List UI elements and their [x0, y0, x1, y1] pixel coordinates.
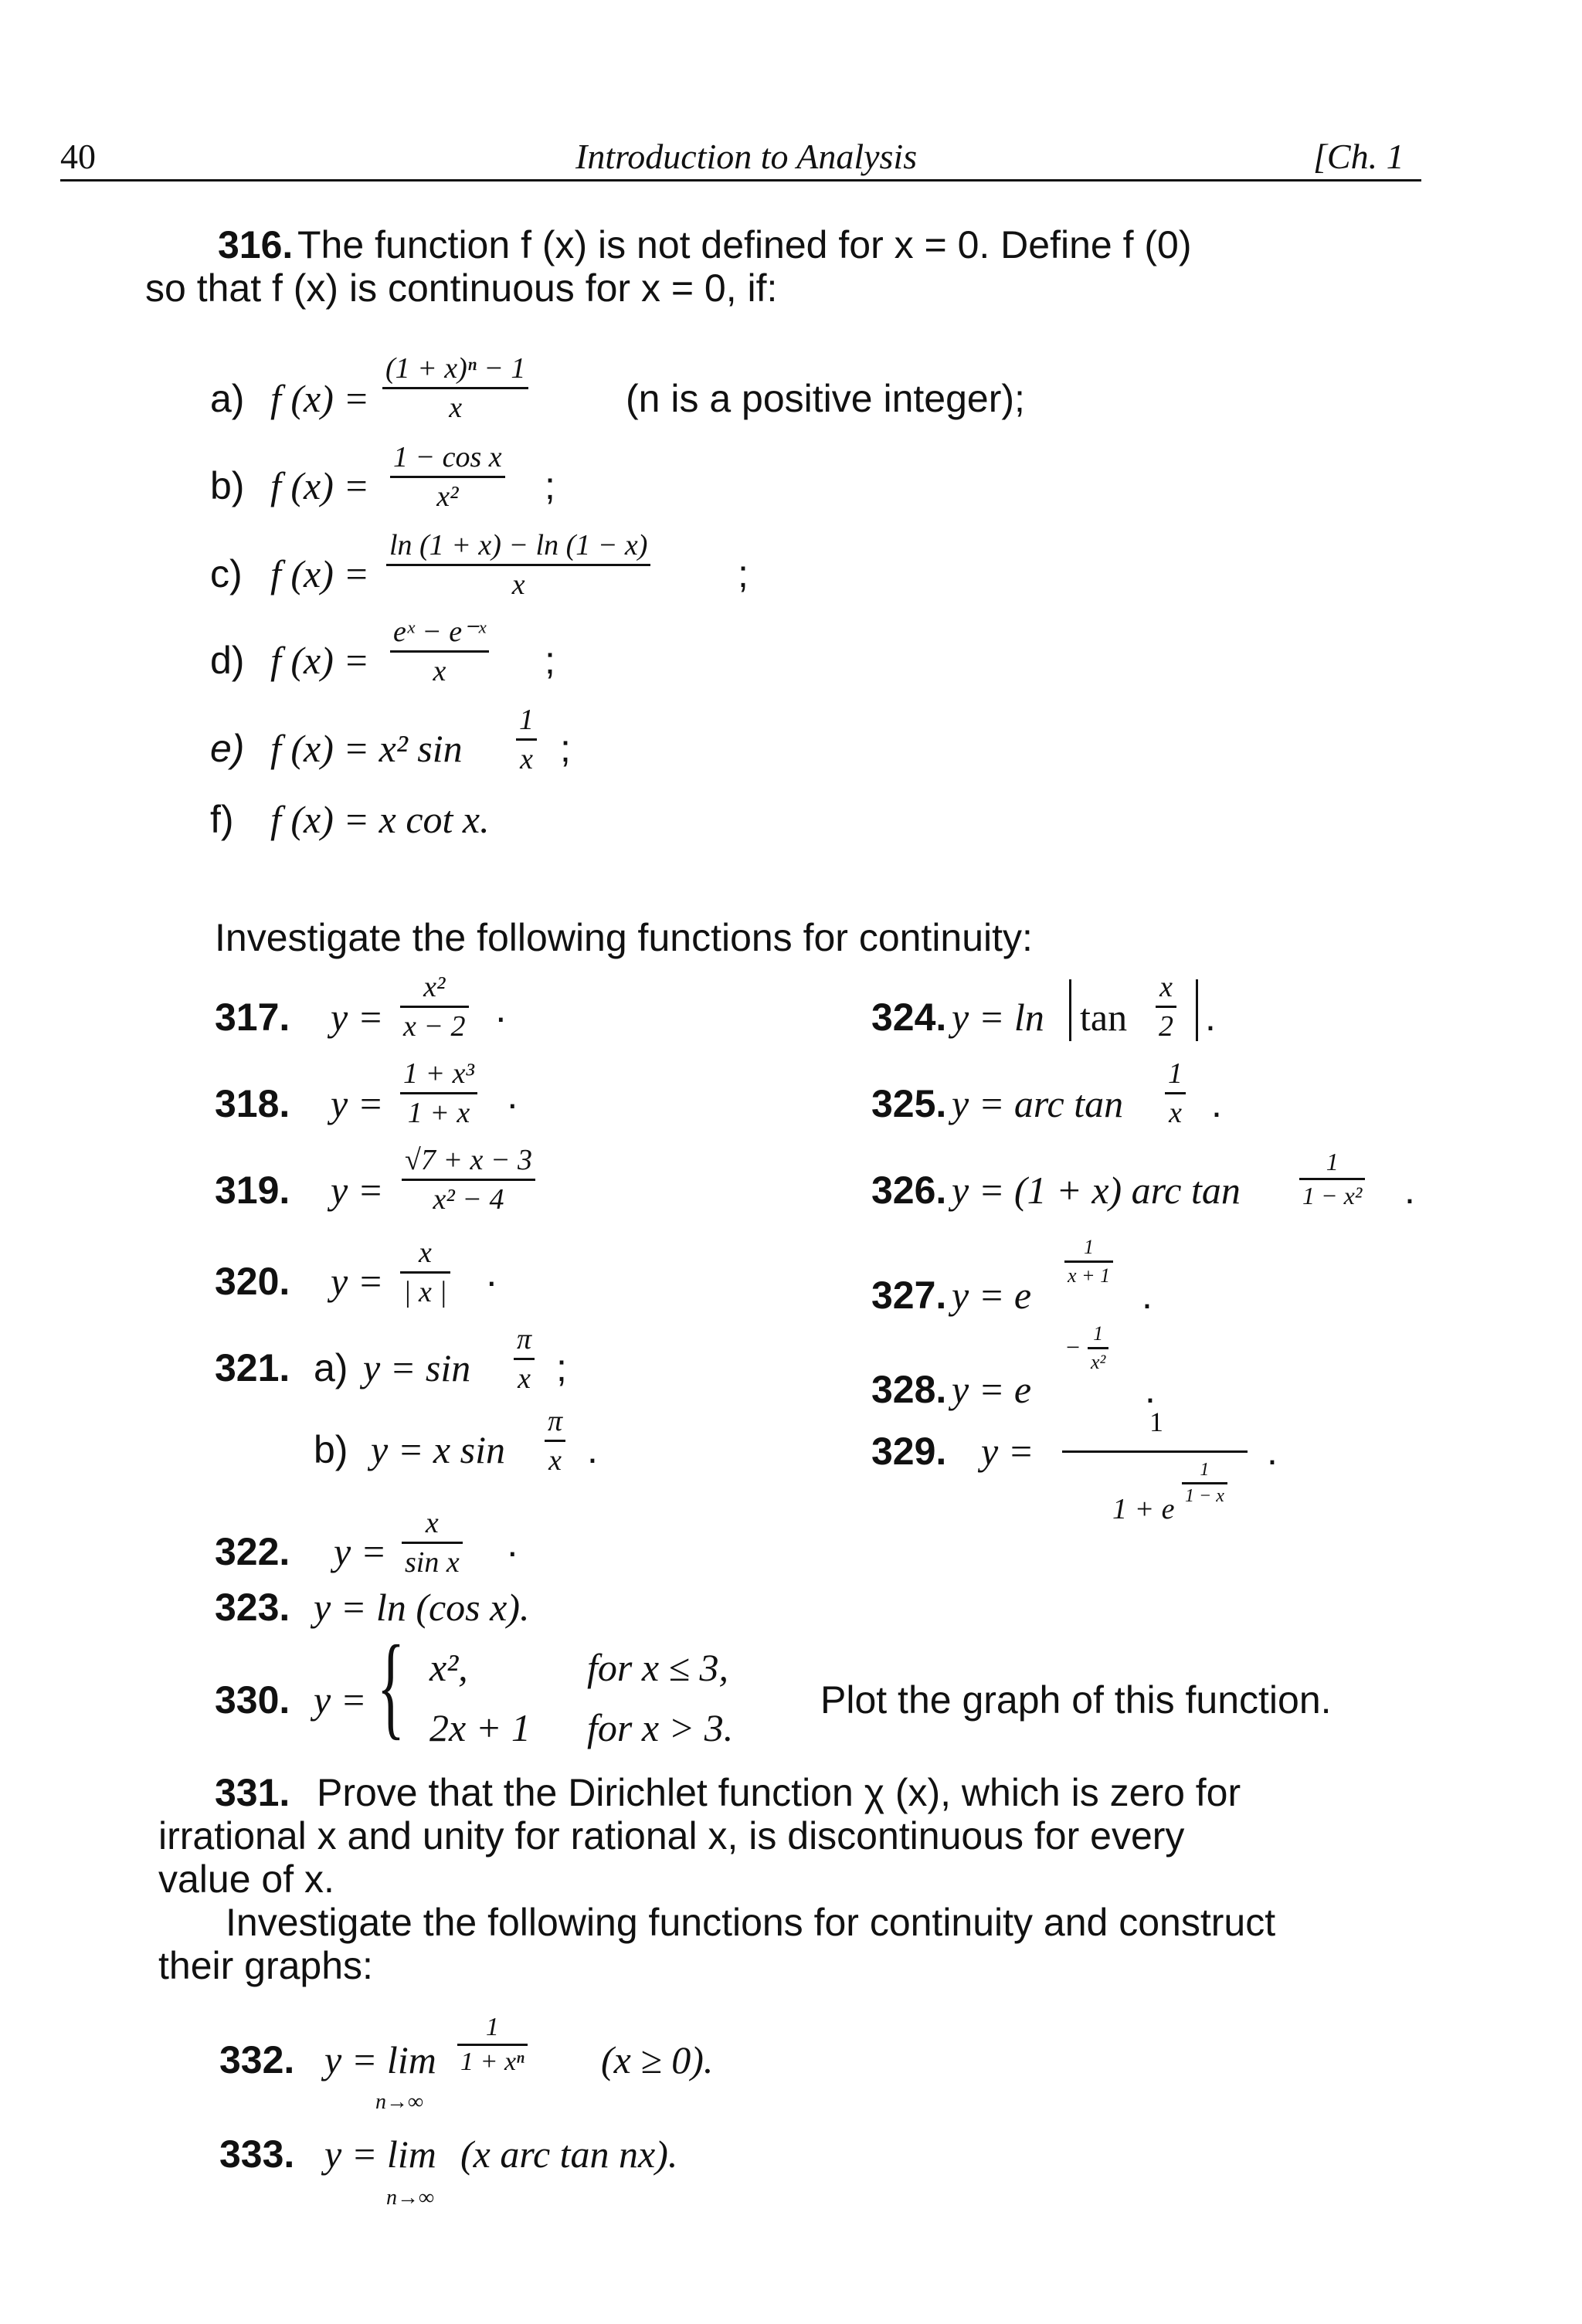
fraction-bar: [1062, 1450, 1248, 1453]
limit-subscript: n→∞: [375, 2090, 423, 2114]
problem-number: 325.: [871, 1082, 947, 1125]
abs-bar-left: [1069, 979, 1071, 1041]
formula-fraction: [382, 351, 528, 425]
problem-instruction: Plot the graph of this function.: [820, 1678, 1332, 1722]
numerator: 1: [1084, 1236, 1095, 1258]
formula-tail: .: [587, 1428, 598, 1471]
item-label: d): [210, 639, 245, 682]
problem-number: 331.: [215, 1771, 290, 1814]
formula-tail: ·: [506, 1530, 519, 1573]
item-label: a): [314, 1346, 348, 1389]
denominator: x + 1: [1064, 1260, 1113, 1288]
problem-number: 333.: [219, 2132, 295, 2176]
formula: (x arc tan nx).: [460, 2132, 678, 2176]
denominator: sin x: [402, 1542, 463, 1579]
formula-tail: .: [1267, 1430, 1278, 1473]
formula-lhs: f (x) = x cot x.: [270, 798, 490, 841]
formula-fraction: [1156, 970, 1176, 1043]
formula-lhs: f (x) =: [270, 552, 370, 595]
denominator: x²: [1088, 1347, 1108, 1374]
denominator: x − 2: [400, 1006, 469, 1043]
problem-number: 322.: [215, 1530, 290, 1573]
denominator: x² − 4: [402, 1179, 535, 1216]
formula-lhs: y =: [314, 1678, 367, 1722]
exponent-fraction: [1088, 1322, 1108, 1374]
header-rule: [60, 179, 1421, 182]
numerator: 1: [1149, 1406, 1163, 1437]
limit-subscript: n→∞: [386, 2186, 434, 2210]
section-heading: their graphs:: [158, 1944, 373, 1987]
formula-lhs: y = ln: [952, 996, 1044, 1039]
formula-lhs: y = x sin: [371, 1428, 505, 1471]
formula-lhs: y =: [331, 996, 384, 1039]
formula-tail: ·: [506, 1082, 519, 1125]
formula-fraction: [545, 1404, 565, 1478]
numerator: x: [425, 1507, 439, 1539]
formula-tail: ;: [738, 552, 749, 595]
formula-fraction: [400, 1057, 477, 1130]
formula-fraction: [390, 614, 489, 688]
numerator: 1: [519, 704, 534, 736]
formula-tail: ·: [494, 996, 508, 1039]
denominator: | x |: [400, 1271, 450, 1309]
formula-condition: (x ≥ 0).: [601, 2038, 714, 2081]
numerator: 1: [1326, 1148, 1339, 1176]
formula-lhs: y = lim: [324, 2132, 436, 2176]
problem-text: Prove that the Dirichlet function χ (x), which is zero for: [317, 1771, 1241, 1814]
formula-lhs: y = sin: [363, 1346, 471, 1389]
formula-tail: ;: [545, 464, 555, 507]
numerator: √7 + x − 3: [405, 1144, 533, 1176]
formula-fraction: [402, 1506, 463, 1579]
denominator: 1 − x²: [1299, 1178, 1365, 1210]
numerator: 1: [485, 2013, 499, 2041]
section-heading: Investigate the following functions for continuity and construct: [226, 1901, 1276, 1944]
formula-lhs: y = arc tan: [952, 1082, 1124, 1125]
formula-lhs: y = e: [952, 1368, 1032, 1411]
numerator: eˣ − e⁻ˣ: [393, 616, 486, 648]
denominator: 1 − x: [1182, 1482, 1227, 1507]
numerator: 1 − cos x: [393, 441, 502, 473]
formula-fraction: [1299, 1148, 1365, 1210]
denominator: x: [545, 1440, 565, 1478]
formula-tail: .: [1211, 1082, 1222, 1125]
exponent-sign: −: [1066, 1333, 1081, 1361]
problem-text: so that f (x) is continuous for x = 0, if:: [145, 266, 778, 310]
denominator: x: [514, 1358, 535, 1396]
chapter-label: [Ch. 1: [1313, 137, 1404, 176]
problem-number: 332.: [219, 2038, 295, 2081]
formula-tail: .: [1145, 1368, 1156, 1411]
page-number: 40: [60, 137, 96, 176]
numerator: x: [1159, 971, 1173, 1003]
denominator: x²: [390, 476, 505, 514]
denominator: 1 + xⁿ: [457, 2044, 528, 2077]
numerator: x: [418, 1237, 432, 1269]
problem-number: 316.: [218, 223, 294, 266]
denominator: x: [516, 738, 537, 776]
formula-tail: .: [1142, 1274, 1153, 1317]
problem-number: 329.: [871, 1430, 947, 1473]
formula-fraction: [457, 2013, 528, 2077]
denominator: 2: [1156, 1006, 1176, 1043]
item-label: b): [210, 464, 245, 507]
abs-bar-right: [1196, 979, 1198, 1041]
problem-text: value of x.: [158, 1858, 334, 1901]
problem-number: 324.: [871, 996, 947, 1039]
problem-number: 327.: [871, 1274, 947, 1317]
formula-fraction: [400, 1236, 450, 1309]
formula-fraction: [514, 1322, 535, 1396]
problem-number: 317.: [215, 996, 290, 1039]
numerator: 1 + x³: [403, 1057, 474, 1090]
case-condition: for x > 3.: [587, 1706, 734, 1749]
problem-number: 318.: [215, 1082, 290, 1125]
formula-tail: ;: [560, 727, 571, 770]
denominator: 1 + x: [400, 1092, 477, 1130]
denominator: x: [1165, 1092, 1186, 1130]
formula-fraction: [390, 440, 505, 514]
problem-number: 319.: [215, 1169, 290, 1212]
formula-lhs: f (x) = x² sin: [270, 727, 463, 770]
formula-lhs: y =: [331, 1169, 384, 1212]
numerator: 1: [1200, 1460, 1210, 1480]
case-expression: 2x + 1: [429, 1706, 531, 1749]
problem-text: The function f (x) is not defined for x = 0. Define f (0): [297, 223, 1192, 266]
item-label: f): [210, 798, 234, 841]
formula-fraction: [516, 703, 537, 776]
item-label: c): [210, 552, 243, 595]
formula-fraction: [386, 528, 650, 602]
numerator: ln (1 + x) − ln (1 − x): [389, 529, 648, 561]
problem-number: 330.: [215, 1678, 290, 1722]
case-brace: {: [377, 1622, 405, 1750]
formula-lhs: y =: [331, 1082, 384, 1125]
problem-number: 320.: [215, 1260, 290, 1303]
formula-tail: .: [1404, 1169, 1415, 1212]
formula-lhs: y =: [334, 1530, 387, 1573]
case-condition: for x ≤ 3,: [587, 1646, 728, 1689]
formula-function: tan: [1080, 996, 1128, 1039]
item-label: e): [210, 727, 245, 770]
numerator: 1: [1093, 1322, 1104, 1345]
numerator: (1 + x)ⁿ − 1: [385, 352, 526, 385]
problem-text: irrational x and unity for rational x, is discontinuous for every: [158, 1814, 1185, 1858]
denominator: x: [386, 564, 650, 602]
exponent-fraction: [1182, 1460, 1227, 1507]
numerator: π: [548, 1405, 563, 1437]
denominator-base: 1 + e: [1112, 1493, 1175, 1525]
problem-number: 323.: [215, 1586, 290, 1629]
item-label: a): [210, 377, 245, 420]
formula-lhs: y = lim: [324, 2038, 436, 2081]
formula-note: (n is a positive integer);: [626, 377, 1025, 420]
numerator: x²: [423, 971, 446, 1003]
formula-lhs: f (x) =: [270, 377, 370, 420]
numerator: 1: [1168, 1057, 1183, 1090]
denominator: x: [390, 650, 489, 688]
case-expression: x²,: [429, 1646, 468, 1689]
formula-lhs: f (x) =: [270, 464, 370, 507]
numerator: π: [517, 1323, 532, 1355]
formula-fraction: [1165, 1057, 1186, 1130]
item-label: b): [314, 1428, 348, 1471]
problem-number: 321.: [215, 1346, 290, 1389]
formula-lhs: f (x) =: [270, 639, 370, 682]
running-title: Introduction to Analysis: [575, 137, 918, 176]
formula-fraction: [400, 970, 469, 1043]
problem-number: 328.: [871, 1368, 947, 1411]
formula-lhs: y = e: [952, 1274, 1032, 1317]
formula-lhs: y = (1 + x) arc tan: [952, 1169, 1241, 1212]
formula-tail: ·: [485, 1260, 498, 1303]
formula-tail: .: [1205, 996, 1216, 1039]
section-heading: Investigate the following functions for continuity:: [215, 916, 1033, 959]
formula-lhs: y =: [331, 1260, 384, 1303]
formula-fraction: [402, 1143, 535, 1216]
problem-number: 326.: [871, 1169, 947, 1212]
formula: y = ln (cos x).: [314, 1586, 530, 1629]
denominator: x: [382, 387, 528, 425]
formula-lhs: y =: [981, 1430, 1034, 1473]
formula-tail: ;: [556, 1346, 567, 1389]
formula-tail: ;: [545, 639, 555, 682]
exponent-fraction: [1064, 1236, 1113, 1288]
